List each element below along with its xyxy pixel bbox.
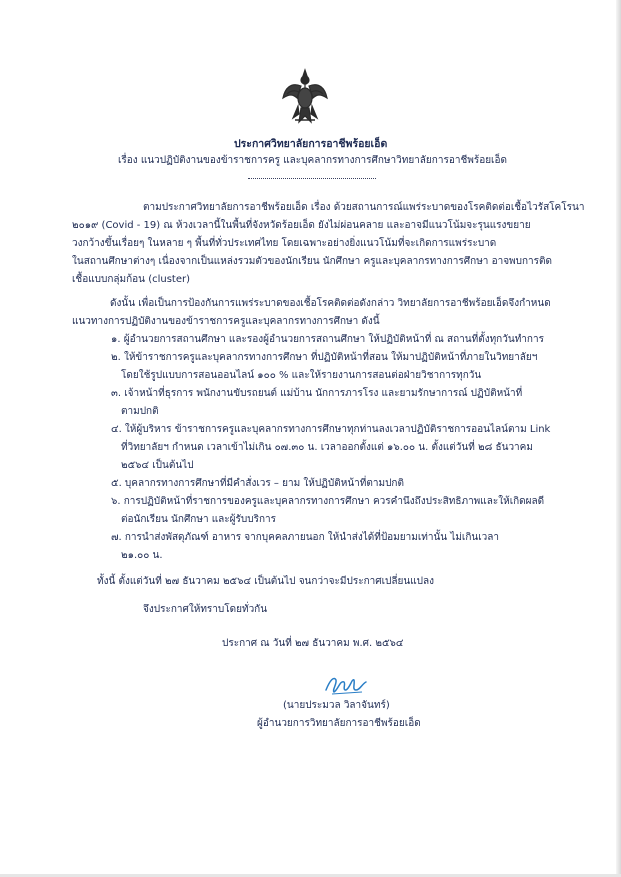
effective-date-text: ทั้งนี้ ตั้งแต่วันที่ ๒๗ ธันวาคม ๒๕๖๔ เป็นต้นไป จนกว่าจะมีประกาศเปลี่ยนแปลง	[97, 576, 434, 587]
document-subject: เรื่อง แนวปฏิบัติงานของข้าราชการครู และบุคลากรทางการศึกษาวิทยาลัยการอาชีพร้อยเอ็ด	[118, 155, 507, 166]
separator-dots	[248, 178, 376, 179]
notice-text: จึงประกาศให้ทราบโดยทั่วกัน	[143, 604, 268, 615]
signature-icon	[322, 672, 368, 696]
item-3-line-1: ๓. เจ้าหน้าที่ธุรการ พนักงานขับรถยนต์ แม่บ้าน นักการภารโรง และยามรักษาการณ์ ปฏิบัติหน้าที่	[111, 388, 523, 399]
item-5-line-1: ๕. บุคลากรทางการศึกษาที่มีคำสั่งเวร – ยาม ให้ปฏิบัติหน้าที่ตามปกติ	[111, 478, 404, 489]
para2-line-1: ดังนั้น เพื่อเป็นการป้องกันการแพร่ระบาดของเชื้อโรคติดต่อดังกล่าว วิทยาลัยการอาชีพร้อยเอ็ดจึงกำหนด	[110, 298, 551, 309]
signer-name: (นายประมวล วิลาจันทร์)	[283, 700, 390, 711]
item-7-line-1: ๗. การนำส่งพัสดุภัณฑ์ อาหาร จากบุคคลภายนอก ให้นำส่งได้ที่ป้อมยามเท่านั้น ไม่เกินเวลา	[111, 532, 500, 543]
signer-title: ผู้อำนวยการวิทยาลัยการอาชีพร้อยเอ็ด	[257, 718, 421, 729]
para1-line-5: เชื้อแบบกลุ่มก้อน (cluster)	[72, 274, 191, 285]
garuda-emblem-icon	[281, 68, 329, 124]
announcement-date: ประกาศ ณ วันที่ ๒๗ ธันวาคม พ.ศ. ๒๕๖๔	[222, 638, 404, 649]
para2-line-2: แนวทางการปฏิบัติงานของข้าราชการครูและบุคลากรทางการศึกษา ดังนี้	[72, 316, 380, 327]
item-1-line-1: ๑. ผู้อำนวยการสถานศึกษา และรองผู้อำนวยการสถานศึกษา ให้ปฏิบัติหน้าที่ ณ สถานที่ตั้งทุกวันทำการ	[111, 334, 544, 345]
item-3-line-2: ตามปกติ	[121, 406, 159, 417]
item-2-line-2: โดยใช้รูปแบบการสอนออนไลน์ ๑๐๐ % และให้รายงานการสอนต่อฝ่ายวิชาการทุกวัน	[121, 370, 482, 381]
item-2-line-1: ๒. ให้ข้าราชการครูและบุคลากรทางการศึกษา ที่ปฏิบัติหน้าที่สอน ให้มาปฏิบัติหน้าที่ภายในวิทยาลัยฯ	[111, 352, 538, 363]
item-4-line-1: ๔. ให้ผู้บริหาร ข้าราชการครูและบุคลากรทางการศึกษาทุกท่านลงเวลาปฏิบัติราชการออนไลน์ตาม Link	[111, 424, 551, 435]
para1-line-2: ๒๐๑๙ (Covid - 19) ณ ห้วงเวลานี้ในพื้นที่จังหวัดร้อยเอ็ด ยังไม่ผ่อนคลาย และอาจมีแนวโน้มจะรุนแรงขยาย	[72, 220, 531, 231]
item-6-line-2: ต่อนักเรียน นักศึกษา และผู้รับบริการ	[121, 514, 277, 525]
para1-line-1: ตามประกาศวิทยาลัยการอาชีพร้อยเอ็ด เรื่อง ด้วยสถานการณ์แพร่ระบาดของโรคติดต่อเชื้อไวรัสโคโรนา	[143, 202, 585, 213]
document-title: ประกาศวิทยาลัยการอาชีพร้อยเอ็ด	[234, 138, 388, 150]
item-4-line-2: ที่วิทยาลัยฯ กำหนด เวลาเข้าไม่เกิน ๐๗.๓๐ น. เวลาออกตั้งแต่ ๑๖.๐๐ น. ตั้งแต่วันที่ ๒๘ ธันวาคม	[121, 442, 533, 453]
item-7-line-2: ๒๑.๐๐ น.	[121, 550, 163, 561]
para1-line-4: ในสถานศึกษาต่างๆ เนื่องจากเป็นแหล่งรวมตัวของนักเรียน นักศึกษา ครูและบุคลากรทางการศึกษา อาจพบการติด	[72, 256, 553, 267]
item-6-line-1: ๖. การปฏิบัติหน้าที่ราชการของครูและบุคลากรทางการศึกษา ควรคำนึงถึงประสิทธิภาพและให้เกิดผลดี	[111, 496, 545, 507]
page-edge-shadow	[616, 0, 621, 877]
para1-line-3: วงกว้างขึ้นเรื่อยๆ ในหลาย ๆ พื้นที่ทั่วประเทศไทย โดยเฉพาะอย่างยิ่งแนวโน้มที่จะเกิดการแพร่ระบาด	[72, 238, 497, 249]
item-4-line-3: ๒๕๖๔ เป็นต้นไป	[121, 460, 194, 471]
